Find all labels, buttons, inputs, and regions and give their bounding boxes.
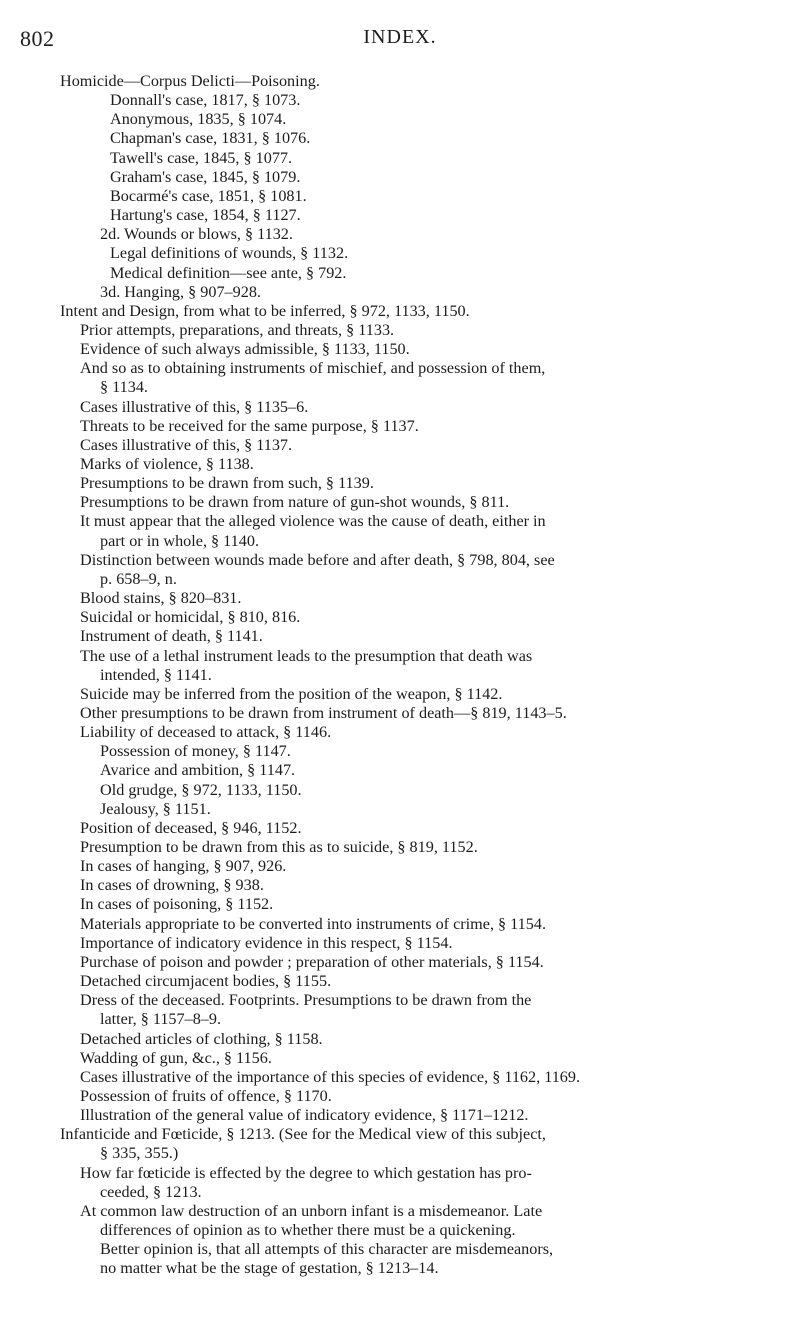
index-line: Detached circumjacent bodies, § 1155. <box>80 972 332 991</box>
index-line: 3d. Hanging, § 907–928. <box>100 282 261 301</box>
index-line: Infanticide and Fœticide, § 1213. (See for the Medical view of this subject, <box>60 1125 546 1144</box>
index-line: Bocarmé's case, 1851, § 1081. <box>110 186 307 205</box>
index-line: Materials appropriate to be converted into instruments of crime, § 1154. <box>80 914 547 933</box>
running-head: INDEX. <box>363 26 437 48</box>
index-line: And so as to obtaining instruments of mischief, and possession of them, <box>80 359 546 378</box>
index-line: How far fœticide is effected by the degree to which gestation has pro- <box>80 1163 532 1182</box>
index-line: At common law destruction of an unborn infant is a misdemeanor. Late <box>80 1201 543 1220</box>
index-line: intended, § 1141. <box>100 665 212 684</box>
index-line: The use of a lethal instrument leads to the presumption that death was <box>80 646 533 665</box>
index-line: Position of deceased, § 946, 1152. <box>80 818 302 837</box>
index-line: It must appear that the alleged violence was the cause of death, either in <box>80 512 546 531</box>
index-line: Marks of violence, § 1138. <box>80 455 254 473</box>
index-line: Cases illustrative of this, § 1135–6. <box>80 397 309 416</box>
index-line: Medical definition—see ante, § 792. <box>110 263 347 282</box>
index-line: Old grudge, § 972, 1133, 1150. <box>100 780 302 799</box>
index-line: Chapman's case, 1831, § 1076. <box>110 129 311 148</box>
index-line: § 335, 355.) <box>100 1144 179 1163</box>
page-header <box>0 26 800 56</box>
page-number: 802 <box>20 26 55 51</box>
index-line: Cases illustrative of the importance of this species of evidence, § 1162, 1169. <box>80 1067 581 1086</box>
index-line: Cases illustrative of this, § 1137. <box>80 435 293 454</box>
index-line: Suicidal or homicidal, § 810, 816. <box>80 608 301 627</box>
index-line: Threats to be received for the same purpose, § 1137. <box>80 416 419 435</box>
index-line: Possession of money, § 1147. <box>100 742 291 761</box>
index-line: Purchase of poison and powder ; preparation of other materials, § 1154. <box>80 952 544 971</box>
index-line: Detached articles of clothing, § 1158. <box>80 1029 323 1048</box>
index-line: Donnall's case, 1817, § 1073. <box>110 91 301 110</box>
index-line: p. 658–9, n. <box>100 569 177 588</box>
index-line: latter, § 1157–8–9. <box>100 1010 222 1029</box>
index-line: Wadding of gun, &c., § 1156. <box>80 1048 272 1067</box>
index-line: In cases of hanging, § 907, 926. <box>80 857 287 876</box>
index-line: Evidence of such always admissible, § 1133, 1150. <box>80 340 410 359</box>
index-line: § 1134. <box>100 378 148 397</box>
index-line: no matter what be the stage of gestation, § 1213–14. <box>100 1259 439 1278</box>
index-line: Illustration of the general value of indicatory evidence, § 1171–1212. <box>80 1106 529 1125</box>
index-line: Anonymous, 1835, § 1074. <box>110 110 287 129</box>
index-line: Possession of fruits of offence, § 1170. <box>80 1086 332 1105</box>
index-line: Blood stains, § 820–831. <box>80 589 242 608</box>
index-line: In cases of poisoning, § 1152. <box>80 895 274 914</box>
index-line: ceeded, § 1213. <box>100 1182 202 1201</box>
index-line: Tawell's case, 1845, § 1077. <box>110 148 293 167</box>
index-line: 2d. Wounds or blows, § 1132. <box>100 225 293 244</box>
index-line: part or in whole, § 1140. <box>100 531 259 550</box>
index-line: Presumption to be drawn from this as to suicide, § 819, 1152. <box>80 838 478 856</box>
index-line: Importance of indicatory evidence in this respect, § 1154. <box>80 933 453 952</box>
index-line: Jealousy, § 1151. <box>100 799 211 818</box>
index-line: Presumptions to be drawn from such, § 1139. <box>80 474 374 493</box>
index-line: Hartung's case, 1854, § 1127. <box>110 206 301 225</box>
index-line: Prior attempts, preparations, and threats, § 1133. <box>80 320 395 339</box>
index-line: differences of opinion as to whether there must be a quickening. <box>100 1221 516 1239</box>
index-line: Presumptions to be drawn from nature of gun-shot wounds, § 811. <box>80 493 510 512</box>
index-line: Distinction between wounds made before and after death, § 798, 804, see <box>80 550 555 569</box>
index-line: Better opinion is, that all attempts of this character are misdemeanors, <box>100 1240 554 1259</box>
index-line: Dress of the deceased. Footprints. Presumptions to be drawn from the <box>80 991 532 1010</box>
index-line: Avarice and ambition, § 1147. <box>100 761 296 780</box>
index-line: Graham's case, 1845, § 1079. <box>110 167 301 186</box>
index-line: Homicide—Corpus Delicti—Poisoning. <box>60 72 320 90</box>
index-line: Other presumptions to be drawn from instrument of death—§ 819, 1143–5. <box>80 703 567 722</box>
index-line: Legal definitions of wounds, § 1132. <box>110 244 349 263</box>
index-line: In cases of drowning, § 938. <box>80 876 264 895</box>
index-line: Suicide may be inferred from the position of the weapon, § 1142. <box>80 684 503 703</box>
index-line: Instrument of death, § 1141. <box>80 627 263 646</box>
index-line: Intent and Design, from what to be inferred, § 972, 1133, 1150. <box>60 301 470 320</box>
index-line: Liability of deceased to attack, § 1146. <box>80 723 332 742</box>
